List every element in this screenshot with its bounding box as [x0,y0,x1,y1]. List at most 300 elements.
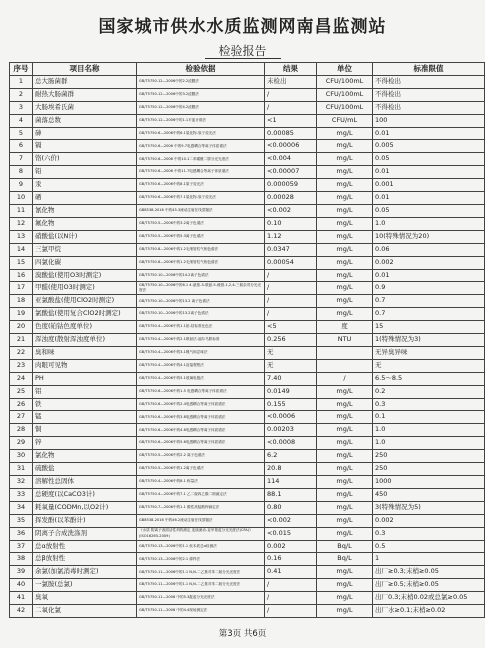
row-limit: 10(特殊情况为20) [373,230,485,243]
table-header [10,63,485,76]
table-row [10,437,485,450]
row-basis: GB/T5750.10—2006中的13.2离子色谱法 [137,308,265,321]
row-item-name: 锰 [33,411,137,424]
row-basis: GB/T5750.4—2006中的4.1直接观察法 [137,359,265,372]
row-limit: 0.3 [373,398,485,411]
row-unit: CFU/100mL [317,88,373,101]
row-item-name: 肉眼可见物 [33,359,137,372]
row-seq: 34 [10,501,33,514]
results-table [9,62,485,618]
row-unit: mg/L [317,256,373,269]
table-row [10,101,485,114]
row-basis: GB/T5750.13—2006中的1.1 低本底总α检测法 [137,540,265,553]
row-result: <0.015 [265,527,317,540]
row-unit: Bq/L [317,553,373,566]
row-item-name: 硝酸盐(以N计) [33,230,137,243]
row-limit: 出厂≥0.3;末梢≥0.05 [373,566,485,579]
row-unit: mg/L [317,269,373,282]
table-row [10,566,485,579]
row-limit: 0.7 [373,308,485,321]
row-limit: 450 [373,488,485,501]
table-row [10,514,485,527]
row-seq: 5 [10,127,33,140]
row-item-name: 镉 [33,140,137,153]
row-item-name: 亚氯酸盐(使用ClO2时测定) [33,295,137,308]
row-basis: GB/T5750.10—2006中的6.1 4-氨基-3-联氨-5-巯基-1,2,4-三氮杂茂分光光度法 [137,282,265,295]
row-basis: GB/T5750.5—2006中的2.2 离子色谱法 [137,450,265,463]
row-basis: GB/T5750.12—2006中的3.2滤膜法 [137,88,265,101]
row-unit: mg/L [317,592,373,605]
row-unit: mg/L [317,166,373,179]
report-title: 国家城市供水水质监测网南昌监测站 [98,17,387,37]
row-limit: 1.0 [373,437,485,450]
row-limit: 15 [373,321,485,334]
row-item-name: 臭氧 [33,592,137,605]
table-row [10,295,485,308]
row-seq: 28 [10,424,33,437]
table-row [10,269,485,282]
row-item-name: 铅 [33,166,137,179]
row-item-name: 氯酸盐(使用复合ClO2时测定) [33,308,137,321]
row-result: 0.00203 [265,424,317,437]
table-row [10,308,485,321]
row-item-name: PH [33,372,137,385]
row-basis: GB/T5750.6—2006中的1.5 电感耦合等离子体质谱法 [137,385,265,398]
row-basis: GB/T5750.11—2006中的1.1 N,N-二乙基对苯二胺分光光度法 [137,579,265,592]
row-result: 无 [265,346,317,359]
row-seq: 22 [10,346,33,359]
row-limit: 出厂≥0.5;末梢≥0.05 [373,579,485,592]
row-seq: 7 [10,153,33,166]
row-item-name: 氯化物 [33,450,137,463]
row-unit: mg/L [317,514,373,527]
row-item-name: 色度(铂钴色度单位) [33,321,137,334]
row-seq: 10 [10,192,33,205]
table-row [10,140,485,153]
row-seq: 12 [10,217,33,230]
row-result: <0.0008 [265,437,317,450]
row-seq: 16 [10,269,33,282]
row-seq: 13 [10,230,33,243]
row-limit: 0.005 [373,140,485,153]
table-row [10,192,485,205]
row-seq: 15 [10,256,33,269]
table-row [10,488,485,501]
table-row [10,411,485,424]
row-result: / [265,579,317,592]
row-limit: 0.2 [373,385,485,398]
row-item-name: 臭和味 [33,346,137,359]
row-item-name: 浑浊度(散射浑浊度单位) [33,334,137,347]
row-basis: GB8538-2016 中的46.2流动注射在线蒸馏法 [137,514,265,527]
row-item-name: 甲醛(使用O3时测定) [33,282,137,295]
row-basis: GB/T5750.11—2006 中的4.4现场测定法 [137,605,265,618]
row-item-name: 硫酸盐 [33,463,137,476]
table-row [10,230,485,243]
row-basis: GB/T5750.7—2006中的1.1 酸性高锰酸钾滴定法 [137,501,265,514]
table-row [10,372,485,385]
row-item-name: 氟化物 [33,217,137,230]
row-basis: GB8538-2016 中的45.3流动注射在线蒸馏法 [137,204,265,217]
row-result: 114 [265,476,317,489]
row-basis: GB/T5750.6—2006 中的9.7电感耦合等离子体质谱法 [137,140,265,153]
table-row [10,540,485,553]
row-limit: 100 [373,114,485,127]
row-basis: GB/T5750.5—2006中的3.2离子色谱法 [137,217,265,230]
row-basis: 《水质 阴离子表面活性剂的测定 连续流动-亚甲基蓝分光光度法(CFA)》(ISO16265-2009) [137,527,265,540]
row-unit: NTU [317,334,373,347]
row-result: 6.2 [265,450,317,463]
row-result: 0.00028 [265,192,317,205]
row-result: <0.004 [265,153,317,166]
table-row [10,476,485,489]
row-limit: 0.05 [373,153,485,166]
header-limit: 标准限值 [373,63,485,76]
row-limit: 0.002 [373,256,485,269]
row-unit: mg/L [317,501,373,514]
row-limit: 1000 [373,476,485,489]
table-row [10,166,485,179]
row-seq: 40 [10,579,33,592]
row-seq: 2 [10,88,33,101]
row-seq: 38 [10,553,33,566]
table-row [10,153,485,166]
row-basis: GB/T5750.4—2006中的1.1铂-钴标准比色法 [137,321,265,334]
row-unit: mg/L [317,579,373,592]
row-basis: GB/T5750.6—2006中的3.8电感耦合等离子体质谱法 [137,411,265,424]
row-unit: / [317,372,373,385]
table-row [10,592,485,605]
row-result: <1 [265,114,317,127]
row-basis: GB/T5750.4—2006中的5.1玻璃电极法 [137,372,265,385]
row-limit: 1.0 [373,424,485,437]
row-limit: 0.05 [373,204,485,217]
report-subtitle: 检验报告 [218,44,267,58]
header-result: 结果 [265,63,317,76]
row-result: 0.80 [265,501,317,514]
row-seq: 4 [10,114,33,127]
row-limit: 0.1 [373,411,485,424]
row-seq: 36 [10,527,33,540]
row-unit: 度 [317,321,373,334]
row-seq: 39 [10,566,33,579]
row-item-name: 余氯(加氯消毒时测定) [33,566,137,579]
row-item-name: 菌落总数 [33,114,137,127]
row-result: 未检出 [265,75,317,88]
row-result: / [265,308,317,321]
row-seq: 32 [10,476,33,489]
row-unit: mg/L [317,217,373,230]
row-basis: GB/T5750.11—2006 中的5.3靛蓝分光光度法 [137,592,265,605]
row-basis: GB/T5750.6—2006 中的10.1二苯碳酰二肼分光光度法 [137,153,265,166]
row-result: <0.00007 [265,166,317,179]
row-seq: 14 [10,243,33,256]
row-unit: mg/L [317,179,373,192]
row-seq: 27 [10,411,33,424]
row-item-name: 硒 [33,192,137,205]
row-unit: mg/L [317,566,373,579]
row-basis: GB/T5750.12—2006中的2.2滤膜法 [137,75,265,88]
header-unit: 单位 [317,63,373,76]
row-limit: 出厂水≥0.1;末梢≥0.02 [373,605,485,618]
table-row [10,75,485,88]
row-limit: 0.01 [373,166,485,179]
row-result: 无 [265,359,317,372]
row-item-name: 阴离子合成洗涤剂 [33,527,137,540]
row-basis: GB/T5750.6—2006中的5.6电感耦合等离子体质谱法 [137,437,265,450]
row-unit: mg/L [317,398,373,411]
page-number: 第3页 共6页 [218,629,267,639]
table-row [10,527,485,540]
row-item-name: 耐热大肠菌群 [33,88,137,101]
row-seq: 9 [10,179,33,192]
row-item-name: 溶解性总固体 [33,476,137,489]
row-result: / [265,295,317,308]
table-row [10,127,485,140]
header-basis: 检验依据 [137,63,265,76]
row-basis: GB/T5750.6—2006中的8.1原子荧光法 [137,179,265,192]
row-result: 0.00054 [265,256,317,269]
row-unit: Bq/L [317,540,373,553]
row-basis: GB/T5750.8—2006中的1.2毛细管柱气相色谱法 [137,256,265,269]
row-basis: GB/T5750.6—2006中的4.6电感耦合等离子体质谱法 [137,424,265,437]
table-row [10,605,485,618]
row-result: 20.8 [265,463,317,476]
row-basis: GB/T5750.4—2006中的8.1 称量法 [137,476,265,489]
row-basis: GB/T5750.4—2006中的3.1嗅气和尝味法 [137,346,265,359]
row-item-name: 总硬度(以CaCO3计) [33,488,137,501]
row-basis: GB/T5750.11—2006中的1.1 N,N-二乙基对苯二胺分光光度法 [137,566,265,579]
row-result: <0.002 [265,204,317,217]
row-item-name: 挥发酚(以苯酚计) [33,514,137,527]
table-row [10,256,485,269]
row-unit: mg/L [317,437,373,450]
row-result: <0.0006 [265,411,317,424]
row-seq: 17 [10,282,33,295]
row-result: <5 [265,321,317,334]
row-seq: 6 [10,140,33,153]
row-seq: 19 [10,308,33,321]
table-row [10,217,485,230]
row-result: 0.002 [265,540,317,553]
table-row [10,450,485,463]
row-limit: 无 [373,359,485,372]
row-limit: 不得检出 [373,101,485,114]
row-item-name: 氰化物 [33,204,137,217]
row-item-name: 一氯胺(总氯) [33,579,137,592]
row-unit: mg/L [317,192,373,205]
row-result: / [265,592,317,605]
row-item-name: 大肠埃希氏菌 [33,101,137,114]
row-result: 7.40 [265,372,317,385]
row-item-name: 四氯化碳 [33,256,137,269]
row-seq: 11 [10,204,33,217]
row-limit: 250 [373,463,485,476]
row-unit: mg/L [317,424,373,437]
row-result: 88.1 [265,488,317,501]
table-row [10,204,485,217]
row-result: / [265,101,317,114]
row-item-name: 总大肠菌群 [33,75,137,88]
row-seq: 23 [10,359,33,372]
row-result: 0.155 [265,398,317,411]
table-row [10,385,485,398]
row-item-name: 铜 [33,424,137,437]
row-seq: 33 [10,488,33,501]
row-limit: 0.06 [373,243,485,256]
row-basis: GB/T5750.5—2006中的1.2离子色谱法 [137,463,265,476]
row-unit: mg/L [317,127,373,140]
row-basis: GB/T5750.12—2006中的1.1平皿计数法 [137,114,265,127]
row-unit: mg/L [317,295,373,308]
row-limit: 1.0 [373,217,485,230]
header-seq: 序号 [10,63,33,76]
row-seq: 30 [10,450,33,463]
row-item-name: 总α放射性 [33,540,137,553]
row-unit: mg/L [317,230,373,243]
row-limit: 3(特殊情况为5) [373,501,485,514]
row-unit: mg/L [317,204,373,217]
row-basis: GB/T5750.6—2006 中的11.7电感耦合等离子体质谱法 [137,166,265,179]
row-basis: GB/T5750.6—2006中的6.1氢化物-原子荧光法 [137,127,265,140]
row-result: 0.16 [265,553,317,566]
table-row [10,579,485,592]
row-seq: 25 [10,385,33,398]
table-row [10,501,485,514]
row-limit: 1(特殊情况为3) [373,334,485,347]
row-item-name: 耗氧量(CODMn,以O2计) [33,501,137,514]
table-row [10,359,485,372]
row-basis: GB/T5750.13—2006中的2.1 薄样法 [137,553,265,566]
row-item-name: 总β放射性 [33,553,137,566]
row-seq: 31 [10,463,33,476]
row-result: 0.00085 [265,127,317,140]
row-seq: 35 [10,514,33,527]
row-limit: 0.01 [373,127,485,140]
row-seq: 3 [10,101,33,114]
row-result: / [265,605,317,618]
row-basis: GB/T5750.5—2006中的5.3离子色谱法 [137,230,265,243]
table-row [10,424,485,437]
row-basis: GB/T5750.4—2006中的7.1 乙二胺四乙酸二钠滴定法 [137,488,265,501]
row-result: / [265,88,317,101]
row-item-name: 砷 [33,127,137,140]
row-unit [317,346,373,359]
subtitle-underline [205,58,281,59]
row-result: 0.0347 [265,243,317,256]
row-unit: CFU/mL [317,114,373,127]
row-unit: mg/L [317,153,373,166]
row-basis: GB/T5750.8—2006中的1.2毛细管柱气相色谱法 [137,243,265,256]
row-unit: mg/L [317,605,373,618]
table-row [10,88,485,101]
row-result: 0.000059 [265,179,317,192]
row-unit [317,359,373,372]
row-limit: 0.01 [373,192,485,205]
row-unit: mg/L [317,450,373,463]
row-seq: 26 [10,398,33,411]
table-row [10,282,485,295]
row-item-name: 三氯甲烷 [33,243,137,256]
table-body [10,75,485,617]
row-unit: mg/L [317,140,373,153]
row-limit: 0.01 [373,269,485,282]
row-item-name: 二氧化氯 [33,605,137,618]
row-seq: 42 [10,605,33,618]
row-basis: GB/T5750.6—2006中的2.4电感耦合等离子体质谱法 [137,398,265,411]
row-limit: 不得检出 [373,88,485,101]
table-row [10,114,485,127]
row-limit: 0.9 [373,282,485,295]
header-item: 项目名称 [33,63,137,76]
row-seq: 29 [10,437,33,450]
row-item-name: 溴酸盐(使用O3时测定) [33,269,137,282]
table-row [10,346,485,359]
table-row [10,334,485,347]
row-seq: 21 [10,334,33,347]
row-limit: 无异臭异味 [373,346,485,359]
row-unit: mg/L [317,385,373,398]
row-result: 0.41 [265,566,317,579]
row-result: 0.0149 [265,385,317,398]
row-result: / [265,269,317,282]
row-limit: 0.3 [373,527,485,540]
table-row [10,243,485,256]
row-item-name: 铁 [33,398,137,411]
row-basis: GB/T5750.4—2006中的2.1散射法-福尔马肼标准 [137,334,265,347]
row-seq: 18 [10,295,33,308]
table-row [10,553,485,566]
row-limit: 0.002 [373,514,485,527]
row-limit: 6.5～8.5 [373,372,485,385]
row-limit: 0.7 [373,295,485,308]
row-unit: mg/L [317,243,373,256]
row-item-name: 汞 [33,179,137,192]
row-unit: mg/L [317,463,373,476]
row-limit: 0.001 [373,179,485,192]
table-row [10,398,485,411]
row-unit: CFU/100mL [317,101,373,114]
row-unit: mg/L [317,527,373,540]
row-item-name: 铝 [33,385,137,398]
row-seq: 8 [10,166,33,179]
row-limit: 不得检出 [373,75,485,88]
row-unit: mg/L [317,488,373,501]
row-seq: 1 [10,75,33,88]
row-result: 0.256 [265,334,317,347]
row-unit: mg/L [317,411,373,424]
row-seq: 41 [10,592,33,605]
row-unit: mg/L [317,308,373,321]
row-seq: 24 [10,372,33,385]
row-limit: 250 [373,450,485,463]
table-row [10,463,485,476]
table-row [10,179,485,192]
row-basis: GB/T5750.10—2006中的14.2离子色谱法 [137,269,265,282]
row-limit: 出厂0.3;末梢0.02或总氯≥0.05 [373,592,485,605]
row-limit: 0.5 [373,540,485,553]
row-limit: 1 [373,553,485,566]
row-basis: GB/T5750.10—2006中的13.2 离子色谱法 [137,295,265,308]
row-result: <0.002 [265,514,317,527]
row-unit: CFU/100mL [317,75,373,88]
row-seq: 20 [10,321,33,334]
row-item-name: 锌 [33,437,137,450]
row-unit: mg/L [317,476,373,489]
row-seq: 37 [10,540,33,553]
row-basis: GB/T5750.6—2006中的7.1氢化物-原子荧光法 [137,192,265,205]
table-row [10,321,485,334]
